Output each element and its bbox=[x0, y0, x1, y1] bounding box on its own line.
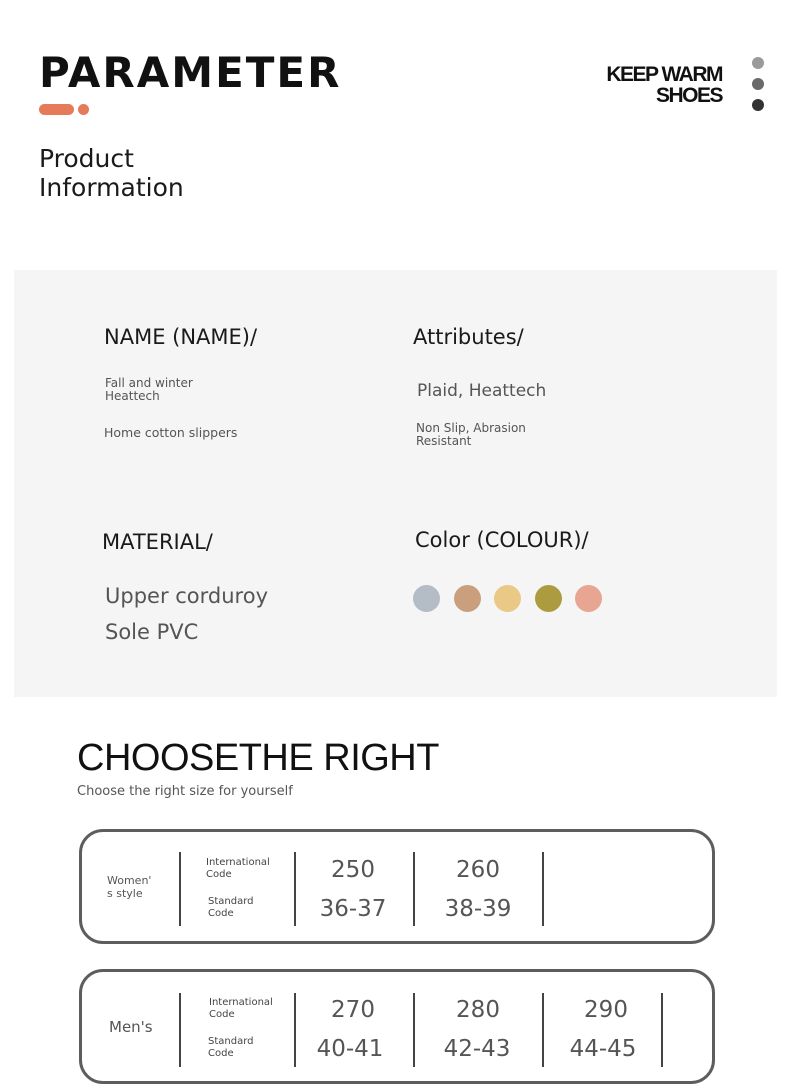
code-label-line: Code bbox=[208, 908, 234, 919]
color-swatch[interactable] bbox=[535, 585, 562, 612]
attributes-heading: Attributes/ bbox=[413, 325, 524, 349]
size-value: 42-43 bbox=[443, 1036, 511, 1062]
code-label-line: Code bbox=[206, 869, 232, 880]
color-swatch[interactable] bbox=[494, 585, 521, 612]
code-label-line: Standard bbox=[208, 896, 254, 907]
code-label-line: Standard bbox=[208, 1036, 254, 1047]
code-label-line: Code bbox=[209, 1009, 235, 1020]
color-heading: Color (COLOUR)/ bbox=[415, 528, 589, 552]
name-heading: NAME (NAME)/ bbox=[104, 325, 258, 349]
subtitle-line: Information bbox=[39, 173, 184, 202]
international-code-label bbox=[209, 997, 273, 1021]
size-value: 44-45 bbox=[569, 1036, 637, 1062]
accent-dot bbox=[78, 104, 89, 115]
attributes-line: Non Slip, Abrasion bbox=[416, 421, 526, 435]
material-sole: Sole PVC bbox=[105, 620, 199, 644]
size-subheading: Choose the right size for yourself bbox=[77, 784, 293, 799]
decor-dot bbox=[752, 57, 764, 69]
womens-label-line: s style bbox=[107, 887, 143, 900]
divider bbox=[413, 993, 415, 1067]
color-swatch[interactable] bbox=[454, 585, 481, 612]
code-label-line: International bbox=[209, 997, 273, 1008]
divider bbox=[542, 852, 544, 926]
attributes-value: Plaid, Heattech bbox=[417, 381, 547, 401]
size-value: 38-39 bbox=[444, 896, 512, 922]
womens-label-line: Women' bbox=[107, 874, 152, 887]
womens-label bbox=[107, 874, 151, 900]
divider bbox=[179, 852, 181, 926]
brand-tagline bbox=[606, 64, 722, 106]
size-value: 36-37 bbox=[319, 896, 387, 922]
size-value: 290 bbox=[584, 997, 628, 1023]
color-swatch[interactable] bbox=[413, 585, 440, 612]
color-swatch[interactable] bbox=[575, 585, 602, 612]
size-value: 250 bbox=[331, 857, 375, 883]
brand-line: KEEP WARM bbox=[606, 63, 722, 86]
size-value: 260 bbox=[456, 857, 500, 883]
material-upper: Upper corduroy bbox=[105, 584, 269, 608]
size-heading: CHOOSETHE RIGHT bbox=[77, 737, 439, 779]
page-title: PARAMETER bbox=[39, 48, 342, 97]
mens-label: Men's bbox=[109, 1018, 153, 1036]
code-label-line: International bbox=[206, 857, 270, 868]
subtitle-line: Product bbox=[39, 144, 134, 173]
size-value: 280 bbox=[456, 997, 500, 1023]
divider bbox=[413, 852, 415, 926]
decor-dot bbox=[752, 99, 764, 111]
decor-dot bbox=[752, 78, 764, 90]
international-code-label bbox=[206, 857, 270, 881]
divider bbox=[179, 993, 181, 1067]
size-value: 270 bbox=[331, 997, 375, 1023]
brand-line: SHOES bbox=[655, 84, 722, 107]
standard-code-label bbox=[208, 896, 254, 920]
attributes-features bbox=[416, 422, 526, 448]
womens-size-table bbox=[79, 829, 715, 944]
page-subtitle bbox=[39, 144, 184, 202]
mens-size-table bbox=[79, 969, 715, 1084]
size-value: 40-41 bbox=[316, 1036, 384, 1062]
accent-pill bbox=[39, 104, 74, 115]
material-heading: MATERIAL/ bbox=[102, 530, 213, 554]
name-type: Home cotton slippers bbox=[104, 425, 238, 440]
name-line: Heattech bbox=[105, 389, 160, 403]
standard-code-label bbox=[208, 1036, 254, 1060]
divider bbox=[661, 993, 663, 1067]
code-label-line: Code bbox=[208, 1048, 234, 1059]
name-value bbox=[105, 377, 193, 403]
attributes-line: Resistant bbox=[416, 434, 472, 448]
name-line: Fall and winter bbox=[105, 376, 193, 390]
material-value bbox=[105, 578, 268, 650]
